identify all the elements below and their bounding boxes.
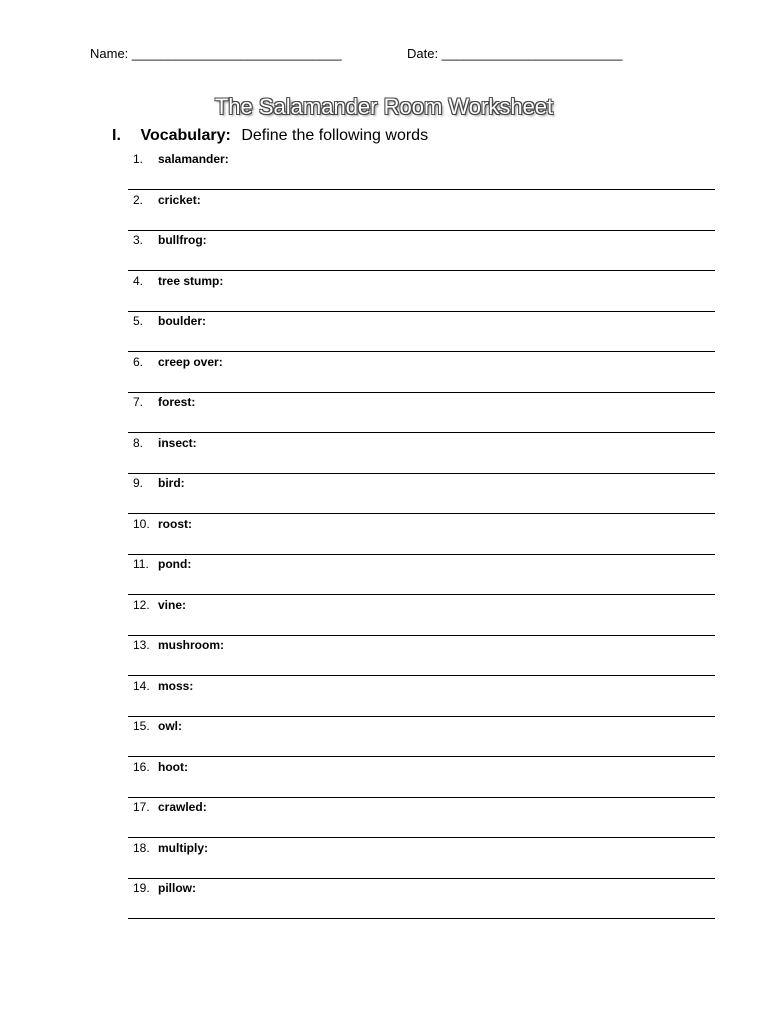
header-row <box>0 46 768 66</box>
vocab-word: roost: <box>158 516 192 531</box>
answer-line[interactable] <box>128 270 715 271</box>
vocab-item <box>0 638 768 678</box>
vocab-word: forest: <box>158 395 196 409</box>
answer-line[interactable] <box>128 594 715 595</box>
vocab-item <box>0 881 768 921</box>
section-number: I. <box>112 127 121 144</box>
answer-line[interactable] <box>128 635 715 636</box>
vocab-word: cricket: <box>158 192 201 207</box>
vocab-word: owl: <box>158 719 182 733</box>
vocab-item <box>0 395 768 435</box>
vocab-word: pillow: <box>158 881 196 895</box>
vocab-word: tree stump: <box>158 273 224 288</box>
vocab-item <box>0 679 768 719</box>
vocab-item <box>0 476 768 516</box>
vocab-word: pond: <box>158 557 192 571</box>
vocab-number: 15. <box>133 719 150 733</box>
vocab-word: hoot: <box>158 759 188 774</box>
answer-line[interactable] <box>128 351 715 352</box>
vocab-item <box>0 233 768 273</box>
vocab-number: 6. <box>133 354 144 369</box>
answer-line[interactable] <box>128 797 715 798</box>
vocab-word: moss: <box>158 678 194 693</box>
vocab-word: bird: <box>158 476 185 490</box>
vocab-number: 19. <box>133 881 150 895</box>
answer-line[interactable] <box>128 756 715 757</box>
vocab-number: 4. <box>133 273 144 288</box>
vocab-number: 18. <box>133 840 150 855</box>
vocab-word: creep over: <box>158 354 223 369</box>
vocab-item <box>0 314 768 354</box>
vocab-number: 8. <box>133 435 144 450</box>
vocab-word: insect: <box>158 435 197 450</box>
vocab-number: 9. <box>133 476 144 490</box>
vocab-item <box>0 152 768 192</box>
answer-line[interactable] <box>128 432 715 433</box>
vocab-number: 2. <box>133 192 144 207</box>
answer-line[interactable] <box>128 554 715 555</box>
vocab-number: 3. <box>133 233 144 247</box>
answer-line[interactable] <box>128 837 715 838</box>
vocab-number: 17. <box>133 800 150 814</box>
vocab-word: crawled: <box>158 800 207 814</box>
answer-line[interactable] <box>128 918 715 919</box>
vocab-item <box>0 193 768 233</box>
vocab-number: 5. <box>133 314 144 328</box>
vocab-word: vine: <box>158 597 187 612</box>
vocab-item <box>0 800 768 840</box>
answer-line[interactable] <box>128 716 715 717</box>
vocab-number: 16. <box>133 759 150 774</box>
vocab-item <box>0 557 768 597</box>
vocab-word: multiply: <box>158 840 208 855</box>
vocab-number: 12. <box>133 597 150 612</box>
vocab-item <box>0 598 768 638</box>
vocab-word: mushroom: <box>158 638 224 652</box>
answer-line[interactable] <box>128 675 715 676</box>
vocab-number: 10. <box>133 516 150 531</box>
vocab-number: 13. <box>133 638 150 652</box>
vocab-item <box>0 841 768 881</box>
vocab-number: 14. <box>133 678 150 693</box>
name-field[interactable]: Name: _____________________________ <box>90 46 342 61</box>
worksheet-title: The Salamander Room Worksheet <box>214 94 554 119</box>
answer-line[interactable] <box>128 878 715 879</box>
answer-line[interactable] <box>128 473 715 474</box>
vocab-number: 1. <box>133 152 144 166</box>
vocab-word: bullfrog: <box>158 233 207 247</box>
vocab-item <box>0 274 768 314</box>
section-heading <box>112 127 428 145</box>
vocab-number: 7. <box>133 395 144 409</box>
vocab-item <box>0 760 768 800</box>
vocab-word: salamander: <box>158 152 229 166</box>
vocab-item <box>0 517 768 557</box>
section-name: Vocabulary: <box>140 127 231 144</box>
vocab-item <box>0 719 768 759</box>
vocab-number: 11. <box>133 557 149 571</box>
vocab-item <box>0 436 768 476</box>
vocab-word: boulder: <box>158 314 206 328</box>
answer-line[interactable] <box>128 189 715 190</box>
answer-line[interactable] <box>128 311 715 312</box>
section-instruction: Define the following words <box>241 127 429 144</box>
date-field[interactable]: Date: _________________________ <box>407 46 623 61</box>
answer-line[interactable] <box>128 230 715 231</box>
vocab-item <box>0 355 768 395</box>
answer-line[interactable] <box>128 392 715 393</box>
answer-line[interactable] <box>128 513 715 514</box>
